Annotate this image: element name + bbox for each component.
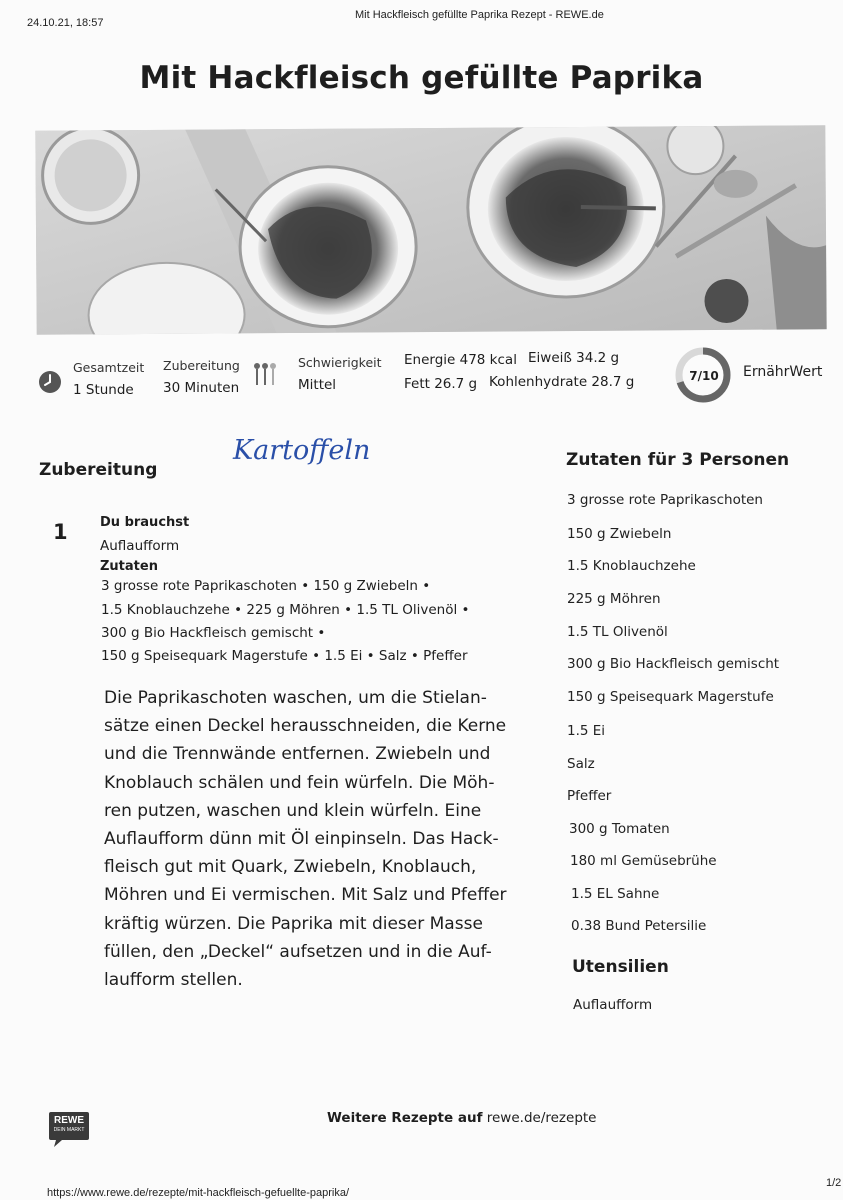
you-need-label: Du brauchst [100, 515, 190, 530]
instruction-line: Auflaufform dünn mit Öl einpinseln. Das Hack- [104, 829, 499, 850]
ingredient-line: 150 g Speisequark Magerstufe • 1.5 Ei • Salz • Pfeffer [101, 648, 468, 664]
ingredient-item: 225 g Möhren [567, 591, 661, 607]
recipe-title: Mit Hackfleisch gefüllte Paprika [139, 60, 704, 96]
preparation-heading: Zubereitung [39, 460, 158, 480]
ingredient-item: 1.5 Knoblauchzehe [567, 558, 696, 574]
more-recipes [327, 1110, 597, 1126]
prep-time-value: 30 Minuten [163, 380, 240, 396]
ingredient-item: 3 grosse rote Paprikaschoten [567, 492, 763, 508]
instruction-line: Die Paprikaschoten waschen, um die Stielan- [104, 688, 487, 708]
difficulty-label: Schwierigkeit [298, 355, 382, 370]
recipe-hero-image [35, 125, 826, 335]
instruction-line: füllen, den „Deckel“ aufsetzen und in die Auf- [104, 941, 492, 962]
rewe-logo-subtext: DEIN MARKT [53, 1127, 85, 1133]
nutrition-score-label: ErnährWert [743, 364, 823, 380]
ingredient-item: 150 g Speisequark Magerstufe [567, 689, 774, 705]
ingredient-item: 300 g Tomaten [569, 821, 670, 837]
ingredient-item: 150 g Zwiebeln [567, 526, 672, 542]
protein-value: Eiweiß 34.2 g [528, 350, 620, 366]
instruction-line: laufform stellen. [104, 970, 243, 991]
more-recipes-label: Weitere Rezepte auf [327, 1110, 483, 1126]
instruction-line: ren putzen, waschen und klein würfeln. Eine [104, 800, 482, 821]
nutrition-score: 7/10 [689, 369, 719, 383]
step-instructions [104, 684, 507, 994]
utensil-item: Auflaufform [573, 997, 653, 1013]
difficulty-value: Mittel [298, 377, 337, 393]
difficulty-chef-icon [253, 361, 277, 389]
instruction-line: sätze einen Deckel herausschneiden, die Kerne [104, 716, 507, 737]
fat-value: Fett 26.7 g [404, 376, 478, 392]
ingredients-heading: Zutaten für 3 Personen [566, 450, 790, 470]
ingredient-item: 1.5 TL Olivenöl [567, 624, 668, 640]
total-time-value: 1 Stunde [73, 382, 134, 398]
instruction-line: Knoblauch schälen und fein würfeln. Die Möh- [104, 772, 495, 793]
ingredient-line: 1.5 Knoblauchzehe • 225 g Möhren • 1.5 TL Olivenöl • [101, 602, 470, 618]
ingredient-item: 0.38 Bund Petersilie [571, 918, 707, 934]
ingredients-label: Zutaten [100, 559, 158, 574]
energy-value: Energie 478 kcal [404, 352, 517, 368]
print-datetime: 24.10.21, 18:57 [27, 17, 104, 29]
print-page-title: Mit Hackfleisch gefüllte Paprika Rezept - REWE.de [355, 9, 604, 21]
rewe-logo-text: REWE [54, 1115, 84, 1126]
utensils-heading: Utensilien [572, 957, 669, 977]
ingredient-item: 1.5 Ei [567, 723, 606, 739]
page-number: 1/2 [826, 1177, 842, 1189]
step-number: 1 [53, 520, 68, 544]
ingredient-item: Salz [567, 756, 595, 772]
more-recipes-link[interactable]: rewe.de/rezepte [486, 1110, 597, 1126]
prep-time-label: Zubereitung [163, 358, 240, 373]
total-time-label: Gesamtzeit [73, 360, 145, 375]
instruction-line: und die Trennwände entfernen. Zwiebeln und [104, 744, 491, 765]
instruction-line: Möhren und Ei vermischen. Mit Salz und Pfeffer [104, 885, 507, 906]
ingredient-item: 180 ml Gemüsebrühe [570, 853, 717, 869]
instruction-line: fleisch gut mit Quark, Zwiebeln, Knoblauch, [104, 857, 477, 878]
handwritten-note: Kartoffeln [233, 435, 371, 466]
ingredient-item: Pfeffer [567, 788, 612, 804]
carbs-value: Kohlenhydrate 28.7 g [489, 374, 635, 390]
ingredient-line: 3 grosse rote Paprikaschoten • 150 g Zwiebeln • [101, 578, 431, 594]
print-url[interactable]: https://www.rewe.de/rezepte/mit-hackfleisch-gefuellte-paprika/ [47, 1187, 350, 1199]
ingredient-line: 300 g Bio Hackfleisch gemischt • [101, 625, 326, 641]
clock-icon [38, 370, 62, 394]
ingredient-item: 1.5 EL Sahne [571, 886, 660, 902]
instruction-line: kräftig würzen. Die Paprika mit dieser Masse [104, 913, 483, 934]
you-need-value: Auflaufform [100, 538, 180, 554]
ingredient-item: 300 g Bio Hackfleisch gemischt [567, 656, 780, 672]
